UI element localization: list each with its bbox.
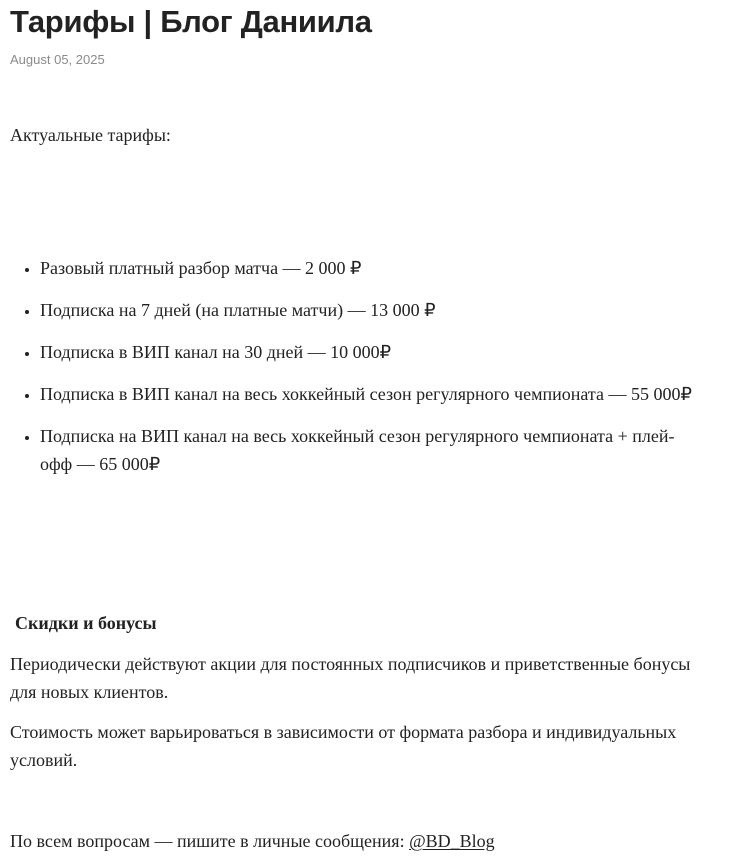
contact-link[interactable]: @BD_Blog <box>409 831 495 851</box>
contact-text: По всем вопросам — пишите в личные сообщения: <box>10 831 410 851</box>
contact-line <box>10 829 495 853</box>
discounts-paragraph: Периодически действуют акции для постоянных подписчиков и приветственные бонусы для новых клиентов. <box>10 654 691 702</box>
tariff-item: • Подписка на ВИП канал на весь хоккейный сезон регулярного чемпионата + плей-офф — 65 000₽ <box>40 422 700 478</box>
tariff-item: • Подписка в ВИП канал на весь хоккейный сезон регулярного чемпионата — 55 000₽ <box>40 380 700 408</box>
discounts-heading: Скидки и бонусы <box>15 613 157 633</box>
tariff-list <box>10 254 700 492</box>
intro-text: Актуальные тарифы: <box>10 125 171 145</box>
page-title: Тарифы | Блог Даниила <box>10 4 372 39</box>
pricing-note-paragraph: Стоимость может варьироваться в зависимости от формата разбора и индивидуальных условий. <box>10 722 677 770</box>
tariff-item: • Подписка на 7 дней (на платные матчи) — 13 000 ₽ <box>40 296 700 324</box>
post-date: August 05, 2025 <box>10 52 105 67</box>
tariff-item: • Подписка в ВИП канал на 30 дней — 10 000₽ <box>40 338 700 366</box>
tariff-item: • Разовый платный разбор матча — 2 000 ₽ <box>40 254 700 282</box>
